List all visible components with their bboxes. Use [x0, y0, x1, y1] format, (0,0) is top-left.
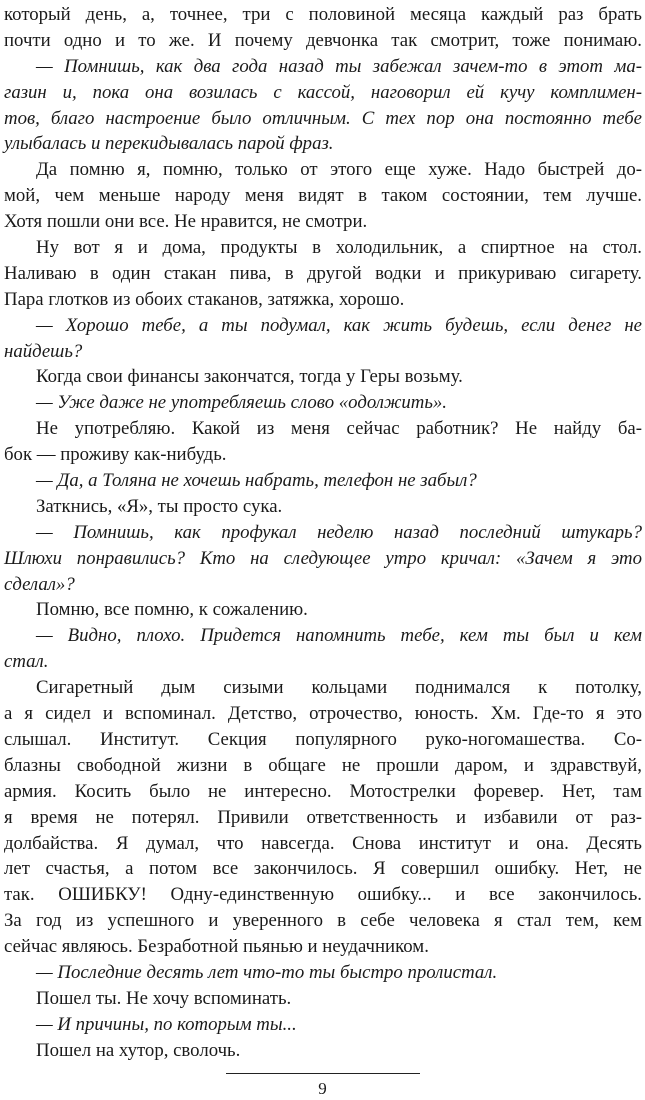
- text-line: я время не потерял. Привили ответственность и избавили от раз-: [4, 806, 642, 828]
- text-line: За год из успешного и уверенного в себе человека я стал тем, кем: [4, 910, 642, 932]
- text-line: Пара глотков из обоих стаканов, затяжка, хорошо.: [4, 288, 405, 310]
- text-line: Пошел на хутор, сволочь.: [36, 1039, 241, 1061]
- text-line-italic: — Видно, плохо. Придется напомнить тебе, кем ты был и кем: [36, 625, 642, 647]
- text-line: Заткнись, «Я», ты просто сука.: [36, 495, 283, 517]
- text-line-italic: найдешь?: [4, 340, 83, 362]
- footer-divider: [226, 1073, 420, 1074]
- text-line: так. ОШИБКУ! Одну-единственную ошибку... и все закончилось.: [4, 884, 642, 906]
- text-line-italic: — Помнишь, как профукал неделю назад последний штукарь?: [36, 521, 642, 543]
- text-line-italic: — Последние десять лет что-то ты быстро пролистал.: [36, 961, 498, 983]
- text-line: Да помню я, помню, только от этого еще хуже. Надо быстрей до-: [36, 159, 642, 181]
- text-line-italic: — И причины, по которым ты...: [36, 1013, 297, 1035]
- text-line-italic: — Да, а Толяна не хочешь набрать, телефон не забыл?: [36, 470, 477, 492]
- text-line: мой, чем меньше народу меня видят в таком состоянии, тем лучше.: [4, 185, 642, 207]
- text-line-italic: тов, благо настроение было отличным. С тех пор она постоянно тебе: [4, 107, 642, 129]
- text-line: Не употребляю. Какой из меня сейчас работник? Не найду ба-: [36, 418, 642, 440]
- text-line-italic: улыбалась и перекидывалась парой фраз.: [4, 133, 334, 155]
- text-line-italic: — Уже даже не употребляешь слово «одолжить».: [36, 392, 447, 414]
- text-line: слышал. Институт. Секция популярного руко-ногомашества. Со-: [4, 728, 642, 750]
- text-line: Помню, все помню, к сожалению.: [36, 599, 308, 621]
- text-line-italic: газин и, пока она возилась с кассой, наговорил ей кучу комплимен-: [4, 81, 642, 103]
- text-line: почти одно и то же. И почему девчонка так смотрит, тоже понимаю.: [4, 29, 642, 51]
- text-line: блазны свободной жизни в общаге не прошли даром, и здравствуй,: [4, 754, 642, 776]
- text-line: Наливаю в один стакан пива, в другой водки и прикуриваю сигарету.: [4, 262, 642, 284]
- text-line: а я сидел и вспоминал. Детство, отрочество, юность. Хм. Где-то я это: [4, 703, 642, 725]
- text-line: Хотя пошли они все. Не нравится, не смотри.: [4, 211, 368, 233]
- page-number: 9: [318, 1079, 327, 1098]
- text-line: Ну вот я и дома, продукты в холодильник, а спиртное на стол.: [36, 237, 642, 259]
- text-line: лет счастья, а потом все закончилось. Я совершил ошибку. Нет, не: [4, 858, 642, 880]
- text-line-italic: Шлюхи понравились? Кто на следующее утро кричал: «Зачем я это: [4, 547, 642, 569]
- text-line-italic: — Хорошо тебе, а ты подумал, как жить будешь, если денег не: [36, 314, 642, 336]
- text-line: Сигаретный дым сизыми кольцами поднимался к потолку,: [36, 677, 642, 699]
- text-line-italic: стал.: [4, 651, 49, 673]
- text-line: который день, а, точнее, три с половиной месяца каждый раз брать: [4, 4, 642, 25]
- text-line: Когда свои финансы закончатся, тогда у Геры возьму.: [36, 366, 463, 388]
- text-line: бок — проживу как-нибудь.: [4, 444, 227, 466]
- text-line: сейчас являюсь. Безработной пьянью и неудачником.: [4, 936, 429, 958]
- text-line-italic: — Помнишь, как два года назад ты забежал зачем-то в этот ма-: [36, 55, 642, 77]
- text-line: долбайства. Я думал, что навсегда. Снова институт и она. Десять: [4, 832, 642, 854]
- text-line-italic: сделал»?: [4, 573, 75, 595]
- text-line: Пошел ты. Не хочу вспоминать.: [36, 987, 292, 1009]
- text-line: армия. Косить было не интересно. Мотострелки форевер. Нет, там: [4, 780, 642, 802]
